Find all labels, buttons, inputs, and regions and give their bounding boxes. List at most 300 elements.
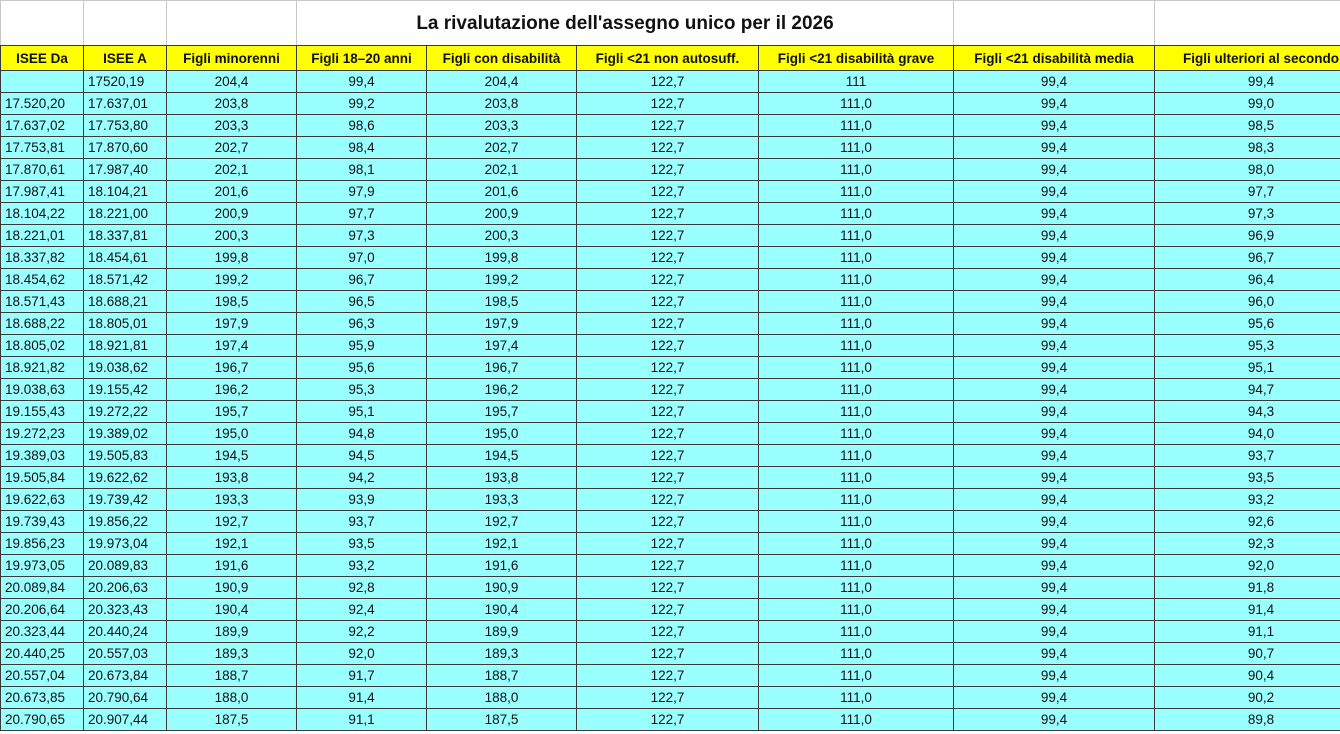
table-cell[interactable]: 19.739,43: [1, 511, 84, 533]
table-cell[interactable]: 99,4: [954, 93, 1155, 115]
table-cell[interactable]: 93,7: [297, 511, 427, 533]
table-cell[interactable]: 91,7: [297, 665, 427, 687]
table-cell[interactable]: 111,0: [759, 401, 954, 423]
table-cell[interactable]: 122,7: [577, 555, 759, 577]
table-cell[interactable]: 99,4: [954, 599, 1155, 621]
table-cell[interactable]: 187,5: [167, 709, 297, 731]
title-spacer-cell[interactable]: [1, 1, 84, 46]
table-cell[interactable]: 18.921,81: [84, 335, 167, 357]
table-cell[interactable]: 122,7: [577, 709, 759, 731]
table-cell[interactable]: 19.505,84: [1, 467, 84, 489]
table-cell[interactable]: 18.221,00: [84, 203, 167, 225]
table-cell[interactable]: 122,7: [577, 313, 759, 335]
table-cell[interactable]: 94,3: [1155, 401, 1340, 423]
table-cell[interactable]: 97,7: [297, 203, 427, 225]
table-cell[interactable]: 199,2: [427, 269, 577, 291]
table-cell[interactable]: 202,1: [427, 159, 577, 181]
table-cell[interactable]: 94,8: [297, 423, 427, 445]
column-header-isee-da[interactable]: ISEE Da: [1, 46, 84, 71]
table-cell[interactable]: 95,3: [1155, 335, 1340, 357]
table-cell[interactable]: 192,7: [167, 511, 297, 533]
table-cell[interactable]: 122,7: [577, 665, 759, 687]
table-row: [1, 489, 1340, 511]
table-cell[interactable]: 111,0: [759, 291, 954, 313]
table-cell[interactable]: 18.337,82: [1, 247, 84, 269]
table-cell[interactable]: 17520,19: [84, 71, 167, 93]
table-cell[interactable]: 122,7: [577, 93, 759, 115]
table-row: [1, 511, 1340, 533]
table-cell[interactable]: 201,6: [167, 181, 297, 203]
column-header-figli-ulteriori[interactable]: Figli ulteriori al secondo: [1155, 46, 1340, 71]
table-cell[interactable]: 99,4: [954, 159, 1155, 181]
table-cell[interactable]: 90,4: [1155, 665, 1340, 687]
table-cell[interactable]: 91,8: [1155, 577, 1340, 599]
table-cell[interactable]: 196,7: [167, 357, 297, 379]
table-cell[interactable]: 122,7: [577, 203, 759, 225]
table-cell[interactable]: 20.206,63: [84, 577, 167, 599]
table-cell[interactable]: 201,6: [427, 181, 577, 203]
table-cell[interactable]: 18.688,21: [84, 291, 167, 313]
table-cell[interactable]: 199,8: [167, 247, 297, 269]
table-cell[interactable]: 99,0: [1155, 93, 1340, 115]
table-cell[interactable]: 195,0: [427, 423, 577, 445]
table-cell[interactable]: 20.673,84: [84, 665, 167, 687]
table-cell[interactable]: 194,5: [167, 445, 297, 467]
title-spacer-cell[interactable]: [1155, 1, 1340, 46]
table-row: [1, 203, 1340, 225]
title-spacer-cell[interactable]: [954, 1, 1155, 46]
table-cell[interactable]: 122,7: [577, 379, 759, 401]
table-cell[interactable]: 93,5: [1155, 467, 1340, 489]
table-cell[interactable]: 99,4: [954, 115, 1155, 137]
table-cell[interactable]: 99,4: [954, 291, 1155, 313]
table-cell[interactable]: 122,7: [577, 137, 759, 159]
table-cell[interactable]: 19.155,42: [84, 379, 167, 401]
table-cell[interactable]: 111,0: [759, 137, 954, 159]
table-cell[interactable]: 192,1: [167, 533, 297, 555]
table-cell[interactable]: 98,3: [1155, 137, 1340, 159]
table-cell[interactable]: 17.870,60: [84, 137, 167, 159]
table-cell[interactable]: 20.323,43: [84, 599, 167, 621]
table-row: [1, 93, 1340, 115]
table-cell[interactable]: 111,0: [759, 313, 954, 335]
table-cell[interactable]: 122,7: [577, 511, 759, 533]
table-cell[interactable]: 98,5: [1155, 115, 1340, 137]
table-cell[interactable]: 99,4: [954, 687, 1155, 709]
table-cell[interactable]: 95,6: [297, 357, 427, 379]
table-cell[interactable]: 190,4: [167, 599, 297, 621]
table-cell[interactable]: 111,0: [759, 555, 954, 577]
table-cell[interactable]: 17.753,80: [84, 115, 167, 137]
table-cell[interactable]: 188,7: [167, 665, 297, 687]
table-cell[interactable]: 93,9: [297, 489, 427, 511]
table-cell[interactable]: 93,2: [297, 555, 427, 577]
table-cell[interactable]: 95,9: [297, 335, 427, 357]
table-cell[interactable]: 99,4: [954, 247, 1155, 269]
table-cell[interactable]: 94,0: [1155, 423, 1340, 445]
table-cell[interactable]: 99,4: [954, 269, 1155, 291]
table-cell[interactable]: 99,4: [954, 203, 1155, 225]
table-cell[interactable]: 111,0: [759, 533, 954, 555]
table-cell[interactable]: 204,4: [167, 71, 297, 93]
table-cell[interactable]: 111,0: [759, 643, 954, 665]
table-cell[interactable]: 111,0: [759, 709, 954, 731]
table-row: [1, 577, 1340, 599]
table-row: [1, 115, 1340, 137]
table-cell[interactable]: 99,4: [954, 313, 1155, 335]
table-cell[interactable]: 193,3: [167, 489, 297, 511]
table-cell[interactable]: 200,3: [167, 225, 297, 247]
table-cell[interactable]: 93,7: [1155, 445, 1340, 467]
table-cell[interactable]: 196,2: [427, 379, 577, 401]
table-cell[interactable]: 99,4: [954, 225, 1155, 247]
table-cell[interactable]: 94,7: [1155, 379, 1340, 401]
table-cell[interactable]: 20.557,04: [1, 665, 84, 687]
table-cell[interactable]: 17.987,40: [84, 159, 167, 181]
table-cell[interactable]: 200,3: [427, 225, 577, 247]
table-cell[interactable]: 20.440,25: [1, 643, 84, 665]
table-cell[interactable]: 122,7: [577, 467, 759, 489]
table-cell[interactable]: 122,7: [577, 247, 759, 269]
table-cell[interactable]: 122,7: [577, 423, 759, 445]
table-cell[interactable]: 19.622,63: [1, 489, 84, 511]
table-cell[interactable]: 122,7: [577, 159, 759, 181]
table-cell[interactable]: 18.688,22: [1, 313, 84, 335]
table-cell[interactable]: 196,2: [167, 379, 297, 401]
table-cell[interactable]: 111,0: [759, 599, 954, 621]
table-cell[interactable]: 99,4: [1155, 71, 1340, 93]
table-cell[interactable]: 188,0: [167, 687, 297, 709]
table-cell[interactable]: 92,0: [1155, 555, 1340, 577]
table-cell[interactable]: 17.753,81: [1, 137, 84, 159]
table-row: [1, 269, 1340, 291]
table-cell[interactable]: 111,0: [759, 511, 954, 533]
table-cell[interactable]: 111,0: [759, 115, 954, 137]
table-cell[interactable]: 19.389,03: [1, 445, 84, 467]
table-cell[interactable]: 19.973,04: [84, 533, 167, 555]
table-cell[interactable]: 19.389,02: [84, 423, 167, 445]
table-cell[interactable]: 20.790,65: [1, 709, 84, 731]
table-cell[interactable]: 97,3: [1155, 203, 1340, 225]
table-cell[interactable]: 191,6: [167, 555, 297, 577]
table-cell[interactable]: 111,0: [759, 357, 954, 379]
table-cell[interactable]: 202,7: [167, 137, 297, 159]
table-cell[interactable]: 99,4: [954, 71, 1155, 93]
table-cell[interactable]: 99,4: [954, 533, 1155, 555]
column-header-figli-disabilita[interactable]: Figli con disabilità: [427, 46, 577, 71]
table-cell[interactable]: 122,7: [577, 599, 759, 621]
table-cell[interactable]: 122,7: [577, 687, 759, 709]
table-cell[interactable]: 99,4: [954, 423, 1155, 445]
table-cell[interactable]: 98,0: [1155, 159, 1340, 181]
table-cell[interactable]: 99,4: [954, 577, 1155, 599]
table-cell[interactable]: 122,7: [577, 401, 759, 423]
table-cell[interactable]: 19.038,62: [84, 357, 167, 379]
table-cell[interactable]: 18.571,42: [84, 269, 167, 291]
table-cell[interactable]: 18.104,21: [84, 181, 167, 203]
table-cell[interactable]: 19.622,62: [84, 467, 167, 489]
table-cell[interactable]: 122,7: [577, 577, 759, 599]
table-cell[interactable]: 189,9: [167, 621, 297, 643]
table-cell[interactable]: 193,8: [167, 467, 297, 489]
table-cell[interactable]: 92,3: [1155, 533, 1340, 555]
table-cell[interactable]: 92,6: [1155, 511, 1340, 533]
table-cell[interactable]: 111,0: [759, 181, 954, 203]
table-cell[interactable]: 18.571,43: [1, 291, 84, 313]
table-cell[interactable]: 17.637,01: [84, 93, 167, 115]
table-cell[interactable]: 18.454,61: [84, 247, 167, 269]
table-cell[interactable]: 20.790,64: [84, 687, 167, 709]
table-cell[interactable]: 99,4: [954, 467, 1155, 489]
table-cell[interactable]: 122,7: [577, 71, 759, 93]
table-cell[interactable]: 20.440,24: [84, 621, 167, 643]
table-cell[interactable]: 122,7: [577, 621, 759, 643]
table-cell[interactable]: 111,0: [759, 621, 954, 643]
table-cell[interactable]: 99,4: [954, 335, 1155, 357]
table-cell[interactable]: 97,9: [297, 181, 427, 203]
table-cell[interactable]: 111,0: [759, 159, 954, 181]
table-cell[interactable]: 17.870,61: [1, 159, 84, 181]
table-cell[interactable]: 20.089,84: [1, 577, 84, 599]
table-cell[interactable]: 91,1: [297, 709, 427, 731]
table-cell[interactable]: 90,2: [1155, 687, 1340, 709]
table-cell[interactable]: 95,6: [1155, 313, 1340, 335]
table-cell[interactable]: 122,7: [577, 335, 759, 357]
table-cell[interactable]: 122,7: [577, 643, 759, 665]
table-cell[interactable]: 92,2: [297, 621, 427, 643]
table-cell[interactable]: 99,4: [954, 401, 1155, 423]
table-cell[interactable]: 19.973,05: [1, 555, 84, 577]
table-cell[interactable]: 188,7: [427, 665, 577, 687]
table-cell[interactable]: 122,7: [577, 115, 759, 137]
table-cell[interactable]: 19.272,23: [1, 423, 84, 445]
table-cell[interactable]: 99,2: [297, 93, 427, 115]
column-header-disabilita-grave[interactable]: Figli <21 disabilità grave: [759, 46, 954, 71]
table-cell[interactable]: 91,4: [297, 687, 427, 709]
table-cell[interactable]: 122,7: [577, 181, 759, 203]
table-cell[interactable]: 99,4: [954, 445, 1155, 467]
table-cell[interactable]: 20.206,64: [1, 599, 84, 621]
table-cell[interactable]: 19.272,22: [84, 401, 167, 423]
table-cell[interactable]: 195,7: [167, 401, 297, 423]
table-cell[interactable]: 122,7: [577, 225, 759, 247]
table-cell[interactable]: 95,1: [297, 401, 427, 423]
table-cell[interactable]: 99,4: [297, 71, 427, 93]
table-cell[interactable]: 111,0: [759, 269, 954, 291]
table-cell[interactable]: 17.987,41: [1, 181, 84, 203]
table-cell[interactable]: 97,0: [297, 247, 427, 269]
table-cell[interactable]: 19.739,42: [84, 489, 167, 511]
table-cell[interactable]: 96,7: [297, 269, 427, 291]
table-cell[interactable]: 111,0: [759, 577, 954, 599]
table-cell[interactable]: 99,4: [954, 137, 1155, 159]
table-cell[interactable]: 122,7: [577, 357, 759, 379]
table-cell[interactable]: 111,0: [759, 247, 954, 269]
table-cell[interactable]: 92,4: [297, 599, 427, 621]
table-cell[interactable]: 17.520,20: [1, 93, 84, 115]
table-cell[interactable]: 111,0: [759, 225, 954, 247]
table-cell[interactable]: 203,8: [427, 93, 577, 115]
table-cell[interactable]: 195,7: [427, 401, 577, 423]
table-cell[interactable]: 97,7: [1155, 181, 1340, 203]
table-cell[interactable]: 20.089,83: [84, 555, 167, 577]
table-cell[interactable]: 98,4: [297, 137, 427, 159]
table-cell[interactable]: 198,5: [427, 291, 577, 313]
table-cell[interactable]: 203,3: [427, 115, 577, 137]
table-cell[interactable]: 190,4: [427, 599, 577, 621]
table-cell[interactable]: 111,0: [759, 445, 954, 467]
table-cell[interactable]: 99,4: [954, 709, 1155, 731]
title-spacer-cell[interactable]: [84, 1, 167, 46]
table-cell[interactable]: 198,5: [167, 291, 297, 313]
table-cell[interactable]: 18.454,62: [1, 269, 84, 291]
table-cell[interactable]: 94,2: [297, 467, 427, 489]
table-cell[interactable]: 190,9: [167, 577, 297, 599]
table-cell[interactable]: 91,1: [1155, 621, 1340, 643]
table-cell[interactable]: 197,4: [167, 335, 297, 357]
table-cell[interactable]: 18.921,82: [1, 357, 84, 379]
table-cell[interactable]: 93,5: [297, 533, 427, 555]
table-cell[interactable]: 122,7: [577, 291, 759, 313]
table-cell[interactable]: [1, 71, 84, 93]
table-cell[interactable]: 99,4: [954, 511, 1155, 533]
table-cell[interactable]: 194,5: [427, 445, 577, 467]
table-cell[interactable]: 99,4: [954, 181, 1155, 203]
table-cell[interactable]: 20.557,03: [84, 643, 167, 665]
table-cell[interactable]: 122,7: [577, 269, 759, 291]
table-cell[interactable]: 203,8: [167, 93, 297, 115]
table-cell[interactable]: 18.104,22: [1, 203, 84, 225]
column-header-non-autosuff[interactable]: Figli <21 non autosuff.: [577, 46, 759, 71]
table-cell[interactable]: 99,4: [954, 555, 1155, 577]
table-cell[interactable]: 92,8: [297, 577, 427, 599]
table-cell[interactable]: 17.637,02: [1, 115, 84, 137]
table-cell[interactable]: 91,4: [1155, 599, 1340, 621]
table-cell[interactable]: 18.805,01: [84, 313, 167, 335]
table-cell[interactable]: 98,1: [297, 159, 427, 181]
column-header-figli-18-20[interactable]: Figli 18–20 anni: [297, 46, 427, 71]
table-cell[interactable]: 90,7: [1155, 643, 1340, 665]
table-cell[interactable]: 96,0: [1155, 291, 1340, 313]
table-cell[interactable]: 96,7: [1155, 247, 1340, 269]
table-cell[interactable]: 192,7: [427, 511, 577, 533]
table-cell[interactable]: 111,0: [759, 489, 954, 511]
table-cell[interactable]: 18.805,02: [1, 335, 84, 357]
table-cell[interactable]: 111,0: [759, 665, 954, 687]
title-spacer-cell[interactable]: [167, 1, 297, 46]
table-cell[interactable]: 99,4: [954, 665, 1155, 687]
table-cell[interactable]: 122,7: [577, 445, 759, 467]
sheet-title[interactable]: La rivalutazione dell'assegno unico per il 2026: [297, 1, 954, 46]
table-cell[interactable]: 96,9: [1155, 225, 1340, 247]
table-cell[interactable]: 99,4: [954, 357, 1155, 379]
table-cell[interactable]: 191,6: [427, 555, 577, 577]
table-cell[interactable]: 20.323,44: [1, 621, 84, 643]
table-cell[interactable]: 192,1: [427, 533, 577, 555]
table-cell[interactable]: 19.856,22: [84, 511, 167, 533]
table-cell[interactable]: 97,3: [297, 225, 427, 247]
table-cell[interactable]: 96,5: [297, 291, 427, 313]
table-cell[interactable]: 89,8: [1155, 709, 1340, 731]
table-cell[interactable]: 197,4: [427, 335, 577, 357]
table-cell[interactable]: 111,0: [759, 379, 954, 401]
table-cell[interactable]: 195,0: [167, 423, 297, 445]
table-cell[interactable]: 197,9: [167, 313, 297, 335]
table-cell[interactable]: 204,4: [427, 71, 577, 93]
table-cell[interactable]: 96,4: [1155, 269, 1340, 291]
table-cell[interactable]: 99,4: [954, 379, 1155, 401]
table-cell[interactable]: 96,3: [297, 313, 427, 335]
table-cell[interactable]: 111: [759, 71, 954, 93]
table-cell[interactable]: 193,3: [427, 489, 577, 511]
table-cell[interactable]: 202,1: [167, 159, 297, 181]
table-cell[interactable]: 18.337,81: [84, 225, 167, 247]
table-row: [1, 225, 1340, 247]
table-cell[interactable]: 92,0: [297, 643, 427, 665]
table-cell[interactable]: 111,0: [759, 93, 954, 115]
table-cell[interactable]: 189,3: [427, 643, 577, 665]
table-cell[interactable]: 189,3: [167, 643, 297, 665]
table-cell[interactable]: 196,7: [427, 357, 577, 379]
column-header-isee-a[interactable]: ISEE A: [84, 46, 167, 71]
table-row: [1, 467, 1340, 489]
table-cell[interactable]: 111,0: [759, 203, 954, 225]
table-cell[interactable]: 200,9: [167, 203, 297, 225]
table-cell[interactable]: 19.856,23: [1, 533, 84, 555]
table-cell[interactable]: 99,4: [954, 489, 1155, 511]
table-row: [1, 335, 1340, 357]
table-row: [1, 71, 1340, 93]
table-cell[interactable]: 111,0: [759, 335, 954, 357]
table-cell[interactable]: 20.907,44: [84, 709, 167, 731]
table-cell[interactable]: 20.673,85: [1, 687, 84, 709]
table-row: [1, 159, 1340, 181]
table-row: [1, 445, 1340, 467]
table-cell[interactable]: 122,7: [577, 533, 759, 555]
table-cell[interactable]: 94,5: [297, 445, 427, 467]
table-cell[interactable]: 99,4: [954, 621, 1155, 643]
table-cell[interactable]: 200,9: [427, 203, 577, 225]
table-cell[interactable]: 187,5: [427, 709, 577, 731]
column-header-disabilita-media[interactable]: Figli <21 disabilità media: [954, 46, 1155, 71]
table-cell[interactable]: 202,7: [427, 137, 577, 159]
table-cell[interactable]: 190,9: [427, 577, 577, 599]
table-cell[interactable]: 199,2: [167, 269, 297, 291]
table-cell[interactable]: 19.505,83: [84, 445, 167, 467]
table-cell[interactable]: 95,3: [297, 379, 427, 401]
table-cell[interactable]: 111,0: [759, 423, 954, 445]
table-cell[interactable]: 111,0: [759, 467, 954, 489]
table-cell[interactable]: 188,0: [427, 687, 577, 709]
table-cell[interactable]: 99,4: [954, 643, 1155, 665]
table-cell[interactable]: 122,7: [577, 489, 759, 511]
table-cell[interactable]: 197,9: [427, 313, 577, 335]
table-cell[interactable]: 203,3: [167, 115, 297, 137]
table-cell[interactable]: 111,0: [759, 687, 954, 709]
table-cell[interactable]: 98,6: [297, 115, 427, 137]
table-cell[interactable]: 193,8: [427, 467, 577, 489]
table-cell[interactable]: 19.038,63: [1, 379, 84, 401]
table-cell[interactable]: 199,8: [427, 247, 577, 269]
table-cell[interactable]: 189,9: [427, 621, 577, 643]
table-cell[interactable]: 93,2: [1155, 489, 1340, 511]
table-cell[interactable]: 19.155,43: [1, 401, 84, 423]
table-row: [1, 291, 1340, 313]
table-row: [1, 401, 1340, 423]
table-cell[interactable]: 95,1: [1155, 357, 1340, 379]
table-cell[interactable]: 18.221,01: [1, 225, 84, 247]
column-header-figli-minorenni[interactable]: Figli minorenni: [167, 46, 297, 71]
